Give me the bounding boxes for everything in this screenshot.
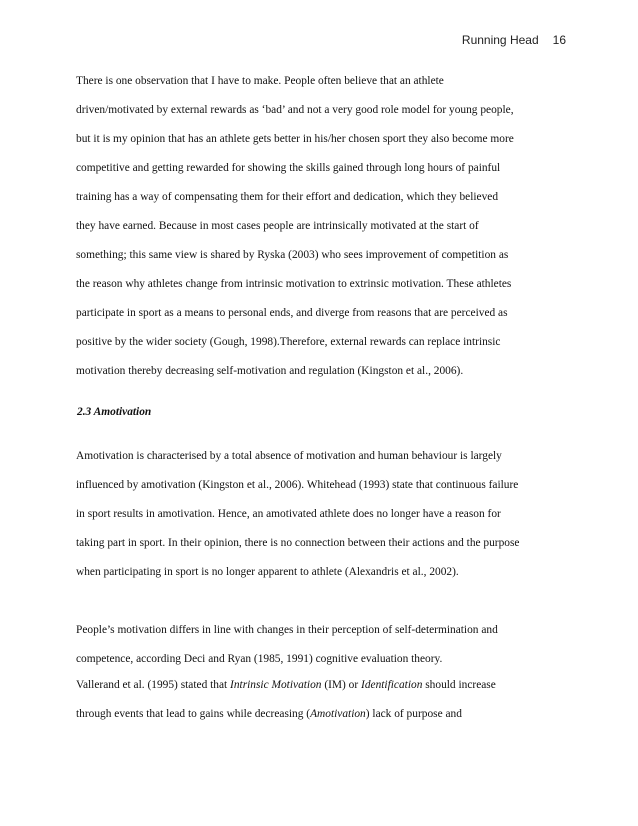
body-line: they have earned. Because in most cases people are intrinsically motivated at the start of [76,220,479,232]
page-number: 16 [552,33,566,47]
body-line: There is one observation that I have to make. People often believe that an athlete [76,75,444,87]
body-line: taking part in sport. In their opinion, there is no connection between their actions and the purpose [76,537,520,549]
body-line: influenced by amotivation (Kingston et al., 2006). Whitehead (1993) state that continuous failure [76,479,519,491]
body-line-mixed [76,678,496,692]
body-line: competence, according Deci and Ryan (1985, 1991) cognitive evaluation theory. [76,653,443,665]
body-line: People’s motivation differs in line with changes in their perception of self-determination and [76,624,498,636]
text-run: through events that lead to gains while decreasing ( [76,708,311,720]
body-line-mixed [76,707,462,721]
body-line: when participating in sport is no longer apparent to athlete (Alexandris et al., 2002). [76,566,459,578]
body-line: positive by the wider society (Gough, 1998).Therefore, external rewards can replace intrinsic [76,336,501,348]
body-line: something; this same view is shared by Ryska (2003) who sees improvement of competition as [76,249,509,261]
italic-term: Amotivation [310,708,366,720]
text-run: (IM) or [321,679,362,691]
body-line: participate in sport as a means to personal ends, and diverge from reasons that are perceived as [76,307,508,319]
body-line: driven/motivated by external rewards as ‘bad’ and not a very good role model for young people, [76,104,514,116]
body-line: competitive and getting rewarded for showing the skills gained through long hours of painful [76,162,501,174]
body-line: training has a way of compensating them for their effort and dedication, which they believed [76,191,499,203]
italic-term: Intrinsic Motivation [230,679,322,691]
text-run: should increase [422,679,496,691]
section-heading: 2.3 Amotivation [77,406,152,418]
body-line: Amotivation is characterised by a total absence of motivation and human behaviour is largely [76,450,502,462]
running-head-title: Running Head [461,33,539,47]
body-line: motivation thereby decreasing self-motivation and regulation (Kingston et al., 2006). [76,365,464,377]
running-head [462,33,566,47]
text-run: ) lack of purpose and [365,708,462,720]
body-line: the reason why athletes change from intrinsic motivation to extrinsic motivation. These athletes [76,278,512,290]
body-line: in sport results in amotivation. Hence, an amotivated athlete does no longer have a reason for [76,508,501,520]
text-run: Vallerand et al. (1995) stated that [76,679,231,691]
italic-term: Identification [361,679,423,691]
body-line: but it is my opinion that has an athlete gets better in his/her chosen sport they also become more [76,133,514,145]
